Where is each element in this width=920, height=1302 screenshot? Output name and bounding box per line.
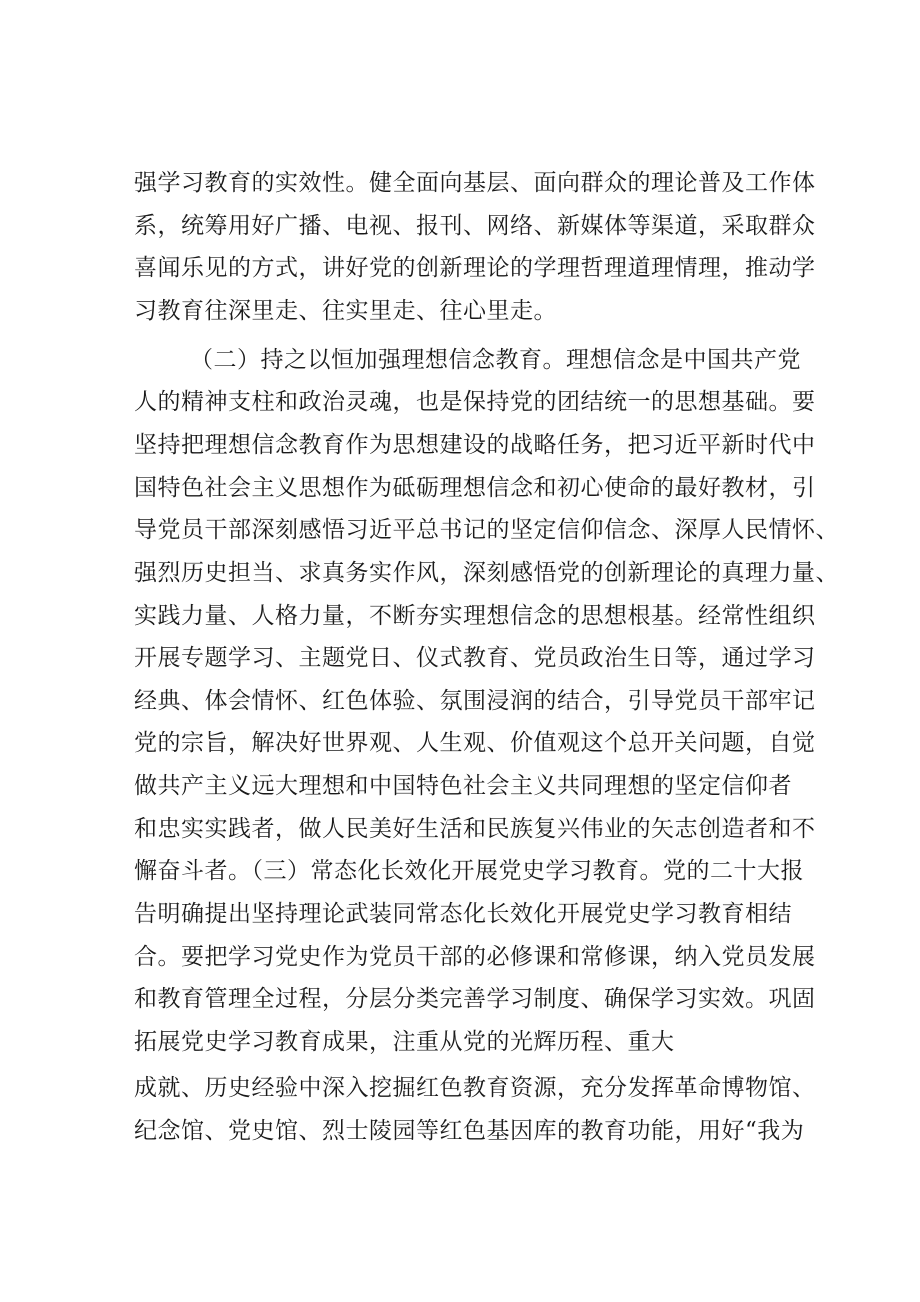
text-line: 导党员干部深刻感悟习近平总书记的坚定信仰信念、深厚人民情怀、 (134, 517, 839, 543)
text-line: 懈奋斗者。（三）常态化长效化开展党史学习教育。党的二十大报 (134, 858, 804, 884)
text-line: 强学习教育的实效性。健全面向基层、面向群众的理论普及工作体 (134, 170, 816, 196)
text-line: 国特色社会主义思想作为砥砺理想信念和初心使命的最好教材，引 (134, 475, 816, 501)
text-line: 习教育往深里走、往实里走、往心里走。 (134, 298, 557, 324)
text-line: 坚持把理想信念教育作为思想建设的战略任务，把习近平新时代中 (134, 432, 816, 458)
text-line: 系，统筹用好广播、电视、报刊、网络、新媒体等渠道，采取群众 (134, 213, 816, 239)
text-line: 和教育管理全过程，分层分类完善学习制度、确保学习实效。巩固 (134, 986, 816, 1012)
text-line: 成就、历史经验中深入挖掘红色教育资源，充分发挥革命博物馆、 (134, 1075, 816, 1101)
paragraph-heading-line: （二）持之以恒加强理想信念教育。理想信念是中国共产党 (190, 347, 801, 373)
text-line: 开展专题学习、主题党日、仪式教育、党员政治生日等，通过学习 (134, 645, 816, 671)
text-line: 和忠实实践者，做人民美好生活和民族复兴伟业的矢志创造者和不 (134, 816, 816, 842)
text-line: 喜闻乐见的方式，讲好党的创新理论的学理哲理道理情理，推动学 (134, 255, 816, 281)
text-line: 党的宗旨，解决好世界观、人生观、价值观这个总开关问题，自觉 (134, 730, 816, 756)
text-line: 告明确提出坚持理论武装同常态化长效化开展党史学习教育相结 (134, 901, 792, 927)
text-line: 强烈历史担当、求真务实作风，深刻感悟党的创新理论的真理力量、 (134, 560, 839, 586)
text-line: 做共产主义远大理想和中国特色社会主义共同理想的坚定信仰者 (134, 773, 792, 799)
text-line: 经典、体会情怀、红色体验、氛围浸润的结合，引导党员干部牢记 (134, 688, 816, 714)
text-line: 实践力量、人格力量，不断夯实理想信念的思想根基。经常性组织 (134, 603, 816, 629)
text-line: 合。要把学习党史作为党员干部的必修课和常修课，纳入党员发展 (134, 944, 816, 970)
text-line: 纪念馆、党史馆、烈士陵园等红色基因库的教育功能，用好“我为 (134, 1118, 805, 1144)
text-line: 人的精神支柱和政治灵魂，也是保持党的团结统一的思想基础。要 (134, 389, 816, 415)
text-line: 拓展党史学习教育成果，注重从党的光辉历程、重大 (134, 1029, 675, 1055)
